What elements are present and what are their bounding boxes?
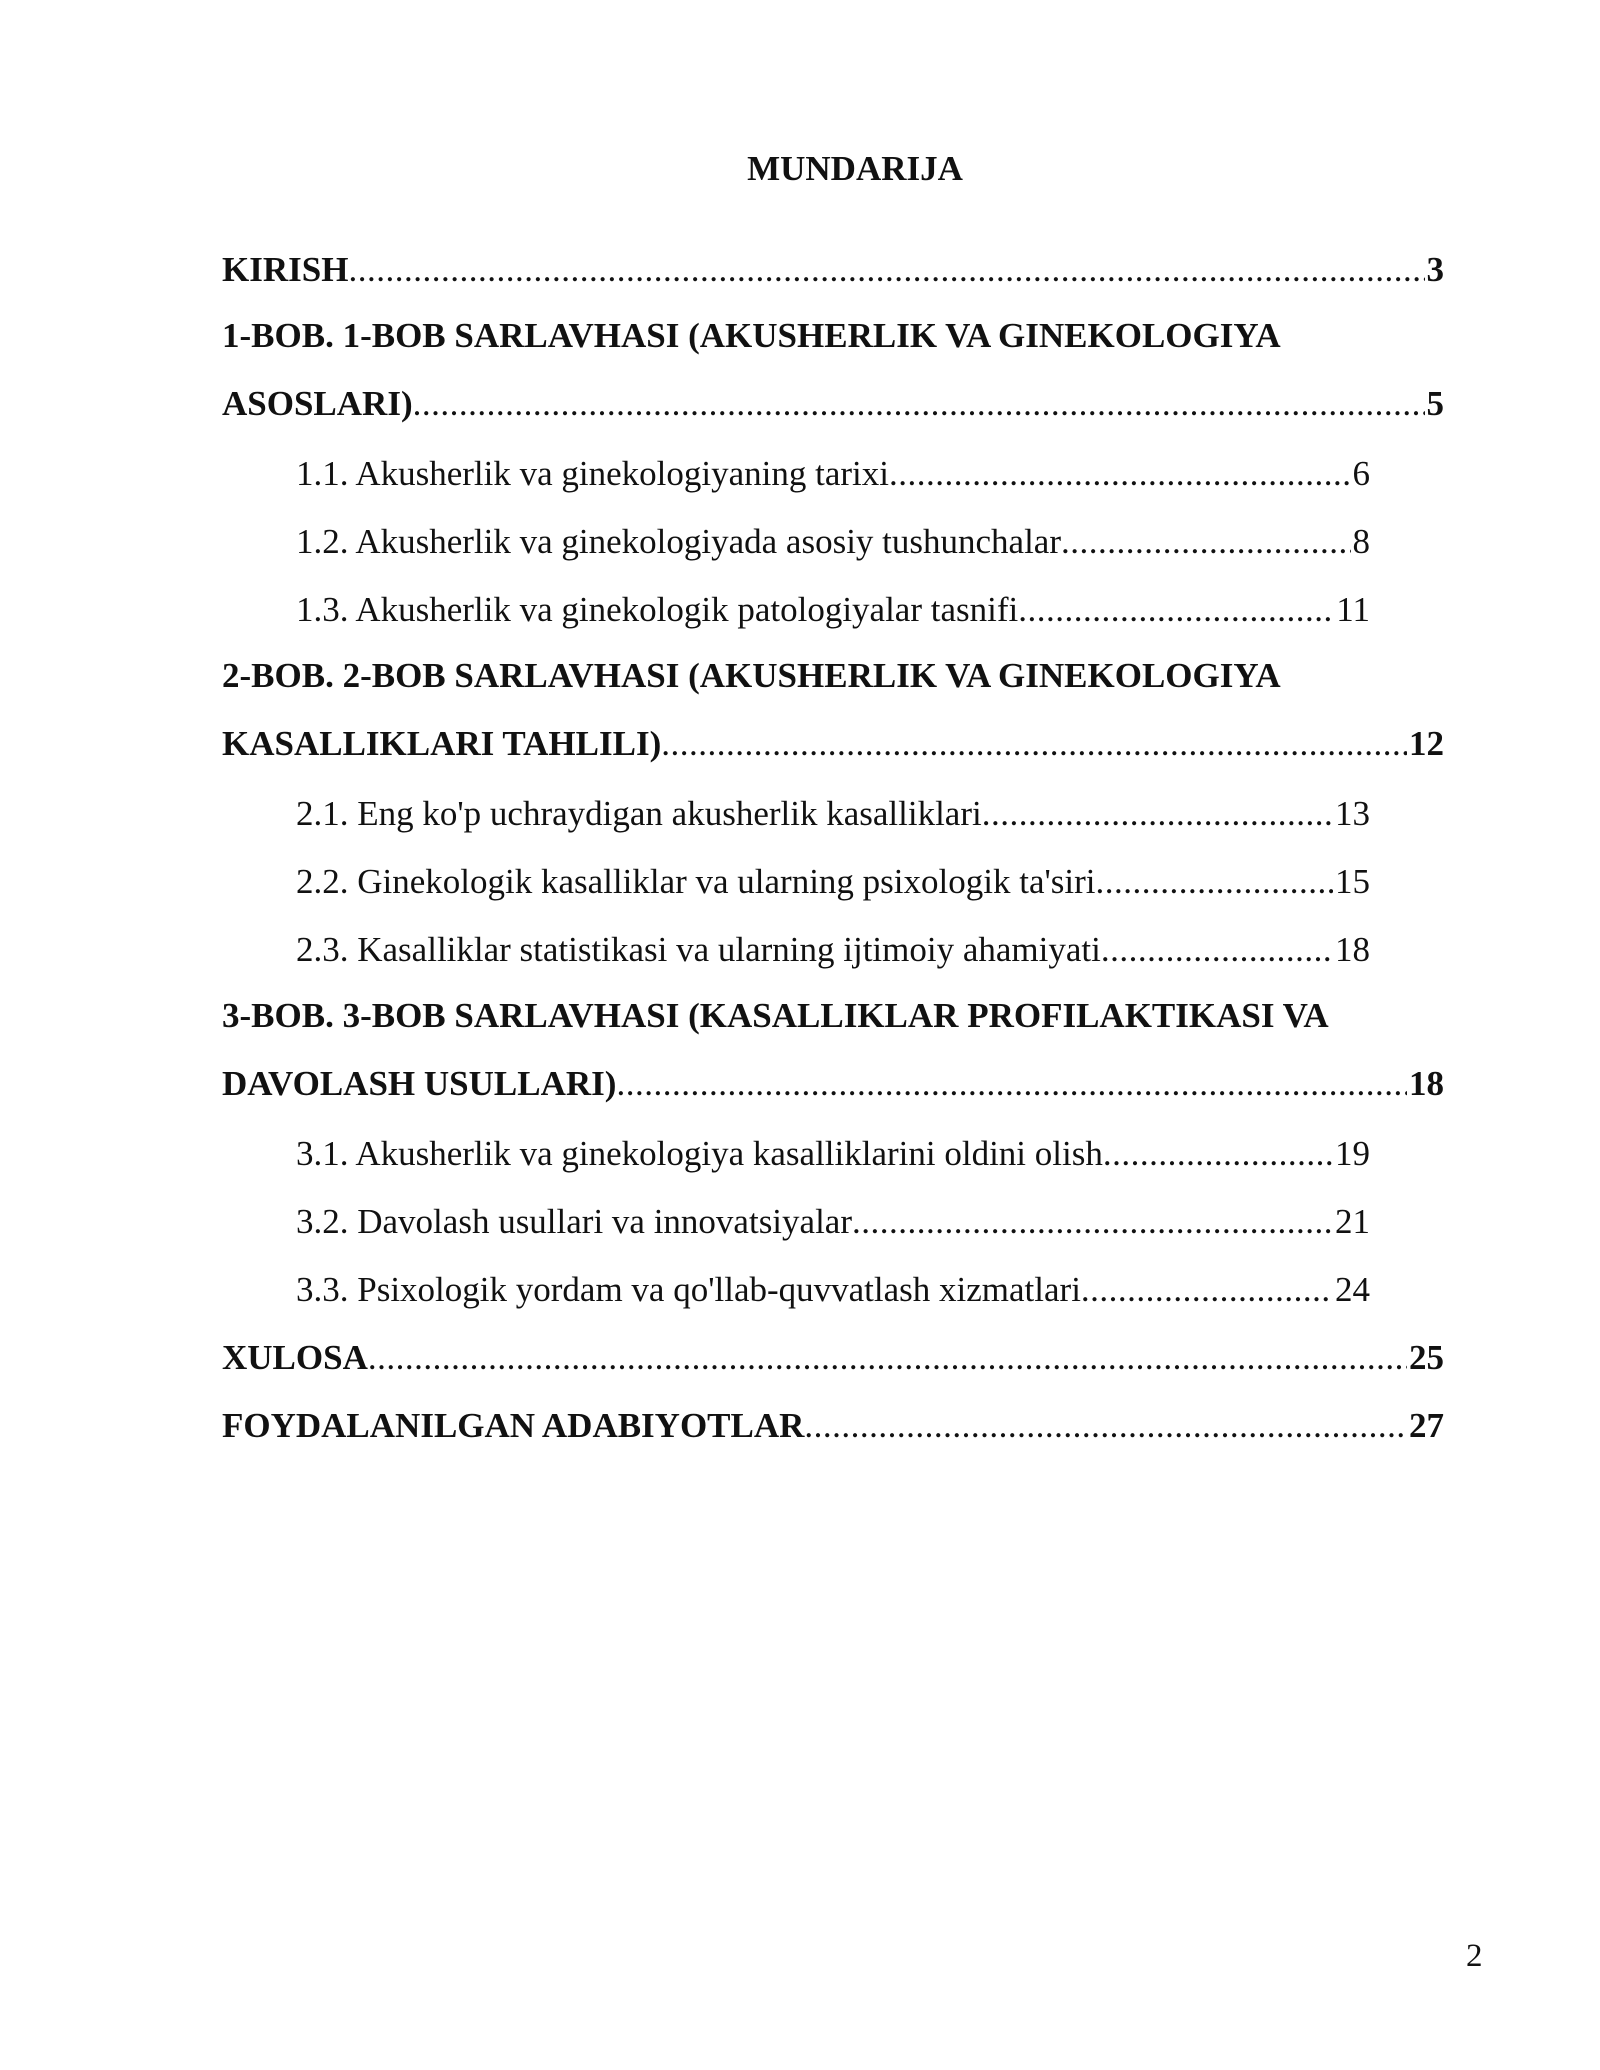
toc-entry-chapter-2[interactable] xyxy=(222,644,1444,780)
toc-entry-text: FOYDALANILGAN ADABIYOTLAR xyxy=(222,1406,805,1445)
dot-leader xyxy=(413,368,1425,440)
toc-entry-page: 25 xyxy=(1409,1338,1444,1377)
toc-entry-chapter-1[interactable] xyxy=(222,304,1444,440)
dot-leader xyxy=(661,708,1407,780)
toc-entry-page: 15 xyxy=(1335,862,1370,901)
dot-leader xyxy=(368,1324,1407,1392)
toc-entry-text: 3.3. Psixologik yordam va qo'llab-quvvatlash xizmatlari xyxy=(296,1270,1081,1309)
table-of-contents xyxy=(222,236,1444,1460)
toc-entry-text: KASALLIKLARI TAHLILI) xyxy=(222,724,662,763)
toc-entry-page: 21 xyxy=(1335,1202,1370,1241)
toc-entry-text: ASOSLARI) xyxy=(222,384,413,423)
toc-entry-text: 3.2. Davolash usullari va innovatsiyalar xyxy=(296,1202,852,1241)
toc-entry-xulosa[interactable] xyxy=(222,1324,1444,1392)
dot-leader xyxy=(1018,576,1334,644)
toc-entry-text: 1.2. Akusherlik va ginekologiyada asosiy tushunchalar xyxy=(296,522,1061,561)
toc-entry-text-line1: 2-BOB. 2-BOB SARLAVHASI (AKUSHERLIK VA GINEKOLOGIYA xyxy=(222,656,1281,695)
dot-leader xyxy=(804,1392,1407,1460)
dot-leader xyxy=(852,1188,1333,1256)
dot-leader xyxy=(889,440,1351,508)
toc-entry-text: DAVOLASH USULLARI) xyxy=(222,1064,617,1103)
toc-entry-page: 8 xyxy=(1352,522,1370,561)
dot-leader xyxy=(348,236,1424,304)
toc-entry-page: 12 xyxy=(1409,724,1444,763)
dot-leader xyxy=(982,780,1333,848)
toc-entry-text: 3.1. Akusherlik va ginekologiya kasalliklarini oldini olish xyxy=(296,1134,1103,1173)
toc-entry-text: 2.3. Kasalliklar statistikasi va ularning ijtimoiy ahamiyati xyxy=(296,930,1101,969)
toc-entry-page: 18 xyxy=(1409,1064,1444,1103)
toc-entry-page: 19 xyxy=(1335,1134,1370,1173)
toc-entry-page: 24 xyxy=(1335,1270,1370,1309)
dot-leader xyxy=(1096,848,1333,916)
toc-entry-section-1-1[interactable] xyxy=(296,440,1370,508)
dot-leader xyxy=(616,1048,1407,1120)
toc-entry-section-2-3[interactable] xyxy=(296,916,1370,984)
dot-leader xyxy=(1061,508,1351,576)
toc-entry-text: KIRISH xyxy=(222,250,349,289)
toc-entry-text: XULOSA xyxy=(222,1338,368,1377)
toc-entry-text-line1: 3-BOB. 3-BOB SARLAVHASI (KASALLIKLAR PROFILAKTIKASI VA xyxy=(222,996,1329,1035)
toc-entry-text: 2.1. Eng ko'p uchraydigan akusherlik kasalliklari xyxy=(296,794,982,833)
page-number: 2 xyxy=(1466,1938,1483,1974)
dot-leader xyxy=(1103,1120,1333,1188)
toc-entry-section-3-1[interactable] xyxy=(296,1120,1370,1188)
toc-entry-chapter-3[interactable] xyxy=(222,984,1444,1120)
toc-entry-page: 3 xyxy=(1426,250,1444,289)
toc-entry-page: 18 xyxy=(1335,930,1370,969)
toc-entry-page: 11 xyxy=(1336,590,1370,629)
toc-entry-adabiyotlar[interactable] xyxy=(222,1392,1444,1460)
dot-leader xyxy=(1101,916,1333,984)
toc-entry-text: 1.1. Akusherlik va ginekologiyaning tarixi xyxy=(296,454,889,493)
toc-entry-page: 13 xyxy=(1335,794,1370,833)
toc-entry-section-2-2[interactable] xyxy=(296,848,1370,916)
toc-entry-page: 6 xyxy=(1352,454,1370,493)
toc-entry-page: 5 xyxy=(1426,384,1444,423)
dot-leader xyxy=(1081,1256,1333,1324)
toc-entry-text-line1: 1-BOB. 1-BOB SARLAVHASI (AKUSHERLIK VA GINEKOLOGIYA xyxy=(222,316,1281,355)
toc-entry-section-3-3[interactable] xyxy=(296,1256,1370,1324)
toc-entry-section-3-2[interactable] xyxy=(296,1188,1370,1256)
toc-entry-section-1-2[interactable] xyxy=(296,508,1370,576)
toc-entry-kirish[interactable] xyxy=(222,236,1444,304)
toc-entry-text: 2.2. Ginekologik kasalliklar va ularning psixologik ta'siri xyxy=(296,862,1096,901)
toc-entry-section-1-3[interactable] xyxy=(296,576,1370,644)
toc-entry-page: 27 xyxy=(1409,1406,1444,1445)
toc-title: MUNDARIJA xyxy=(747,149,963,188)
toc-entry-text: 1.3. Akusherlik va ginekologik patologiyalar tasnifi xyxy=(296,590,1019,629)
toc-entry-section-2-1[interactable] xyxy=(296,780,1370,848)
